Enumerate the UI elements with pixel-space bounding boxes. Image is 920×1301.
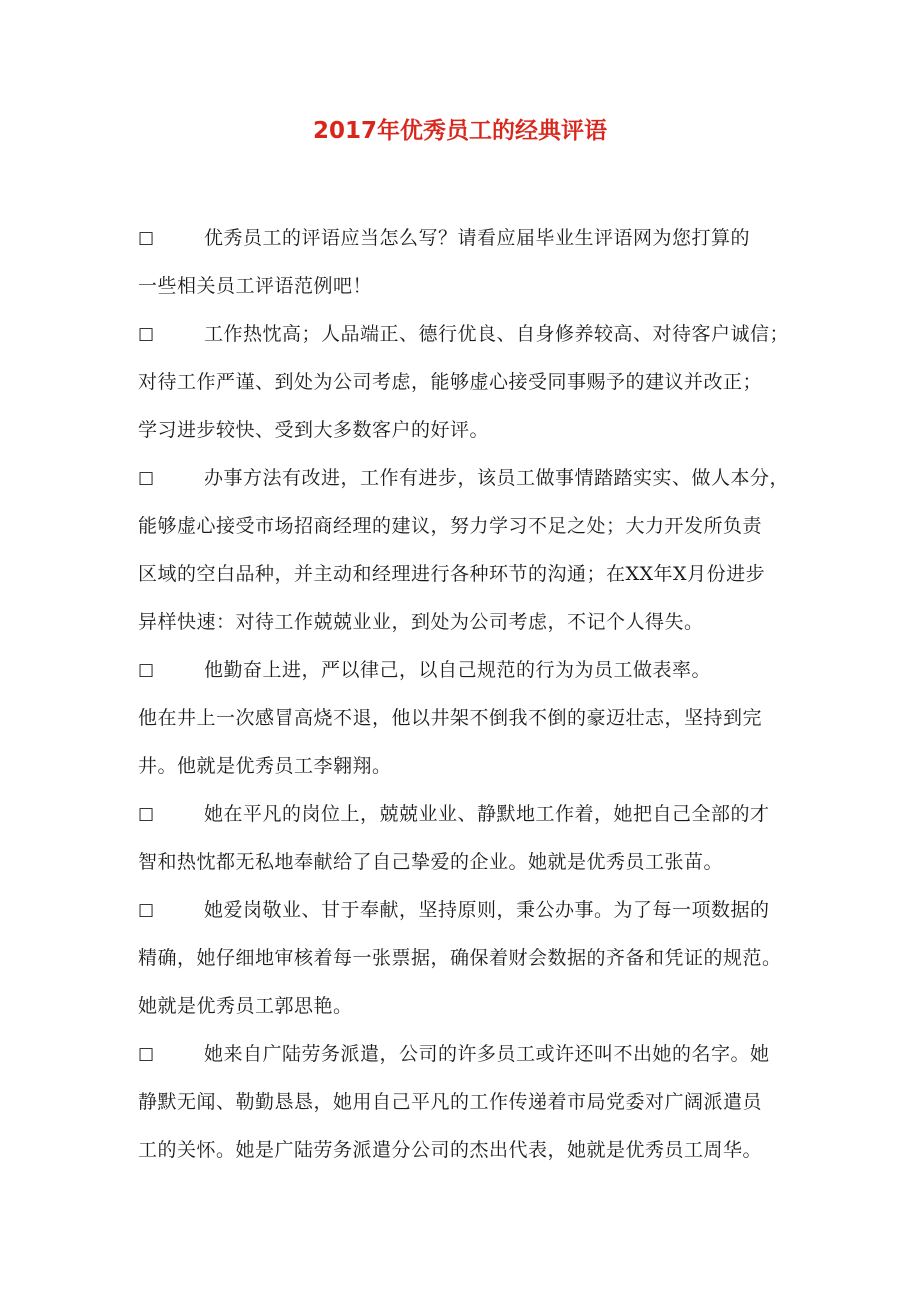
checkbox-square-icon: □ bbox=[138, 324, 155, 344]
line-text: 区域的空白品种，并主动和经理进行各种环节的沟通；在XX年X月份进步 bbox=[138, 563, 766, 585]
line-text: 工的关怀。她是广陆劳务派遣分公司的杰出代表，她就是优秀员工周华。 bbox=[138, 1139, 763, 1161]
paragraph bbox=[138, 1038, 798, 1182]
text-line bbox=[138, 846, 798, 894]
paragraph bbox=[138, 222, 798, 318]
text-line bbox=[138, 1134, 798, 1182]
checkbox-square-icon: □ bbox=[138, 660, 155, 680]
text-line bbox=[138, 366, 798, 414]
text-line bbox=[138, 990, 798, 1038]
line-text: 她就是优秀员工郭思艳。 bbox=[138, 995, 353, 1017]
text-line bbox=[138, 894, 798, 942]
paragraph bbox=[138, 654, 798, 798]
line-text: 她爱岗敬业、甘于奉献，坚持原则，秉公办事。为了每一项数据的 bbox=[204, 899, 770, 921]
text-line bbox=[138, 654, 798, 702]
line-text: 异样快速：对待工作兢兢业业，到处为公司考虑，不记个人得失。 bbox=[138, 611, 704, 633]
text-line bbox=[138, 1086, 798, 1134]
text-line bbox=[138, 606, 798, 654]
text-line bbox=[138, 462, 798, 510]
text-line bbox=[138, 558, 798, 606]
document-body bbox=[138, 222, 798, 1182]
line-text: 对待工作严谨、到处为公司考虑，能够虚心接受同事赐予的建议并改正； bbox=[138, 371, 763, 393]
line-text: 办事方法有改进，工作有进步，该员工做事情踏踏实实、做人本分， bbox=[204, 467, 790, 489]
paragraph bbox=[138, 798, 798, 894]
line-text: 优秀员工的评语应当怎么写？请看应届毕业生评语网为您打算的 bbox=[204, 227, 751, 249]
checkbox-square-icon: □ bbox=[138, 900, 155, 920]
line-text: 能够虚心接受市场招商经理的建议，努力学习不足之处；大力开发所负责 bbox=[138, 515, 763, 537]
checkbox-square-icon: □ bbox=[138, 228, 155, 248]
line-text: 智和热忱都无私地奉献给了自己挚爱的企业。她就是优秀员工张苗。 bbox=[138, 851, 724, 873]
text-line bbox=[138, 270, 798, 318]
line-text: 学习进步较快、受到大多数客户的好评。 bbox=[138, 419, 490, 441]
checkbox-square-icon: □ bbox=[138, 468, 155, 488]
text-line bbox=[138, 222, 798, 270]
line-text: 一些相关员工评语范例吧！ bbox=[138, 275, 373, 297]
line-text: 她在平凡的岗位上，兢兢业业、静默地工作着，她把自己全部的才 bbox=[204, 803, 770, 825]
line-text: 精确，她仔细地审核着每一张票据，确保着财会数据的齐备和凭证的规范。 bbox=[138, 947, 782, 969]
checkbox-square-icon: □ bbox=[138, 804, 155, 824]
checkbox-square-icon: □ bbox=[138, 1044, 155, 1064]
paragraph bbox=[138, 462, 798, 654]
paragraph bbox=[138, 318, 798, 462]
line-text: 他在井上一次感冒高烧不退，他以井架不倒我不倒的豪迈壮志，坚持到完 bbox=[138, 707, 763, 729]
text-line bbox=[138, 414, 798, 462]
text-line bbox=[138, 942, 798, 990]
text-line bbox=[138, 750, 798, 798]
text-line bbox=[138, 510, 798, 558]
line-text: 他勤奋上进，严以律己，以自己规范的行为为员工做表率。 bbox=[204, 659, 712, 681]
text-line bbox=[138, 702, 798, 750]
line-text: 静默无闻、勒勤恳恳，她用自己平凡的工作传递着市局党委对广阔派遣员 bbox=[138, 1091, 763, 1113]
document-title: 2017年优秀员工的经典评语 bbox=[312, 118, 607, 144]
text-line bbox=[138, 798, 798, 846]
line-text: 她来自广陆劳务派遣，公司的许多员工或许还叫不出她的名字。她 bbox=[204, 1043, 770, 1065]
paragraph bbox=[138, 894, 798, 1038]
text-line bbox=[138, 318, 798, 366]
line-text: 井。他就是优秀员工李翱翔。 bbox=[138, 755, 392, 777]
text-line bbox=[138, 1038, 798, 1086]
line-text: 工作热忱高；人品端正、德行优良、自身修养较高、对待客户诚信； bbox=[204, 323, 790, 345]
